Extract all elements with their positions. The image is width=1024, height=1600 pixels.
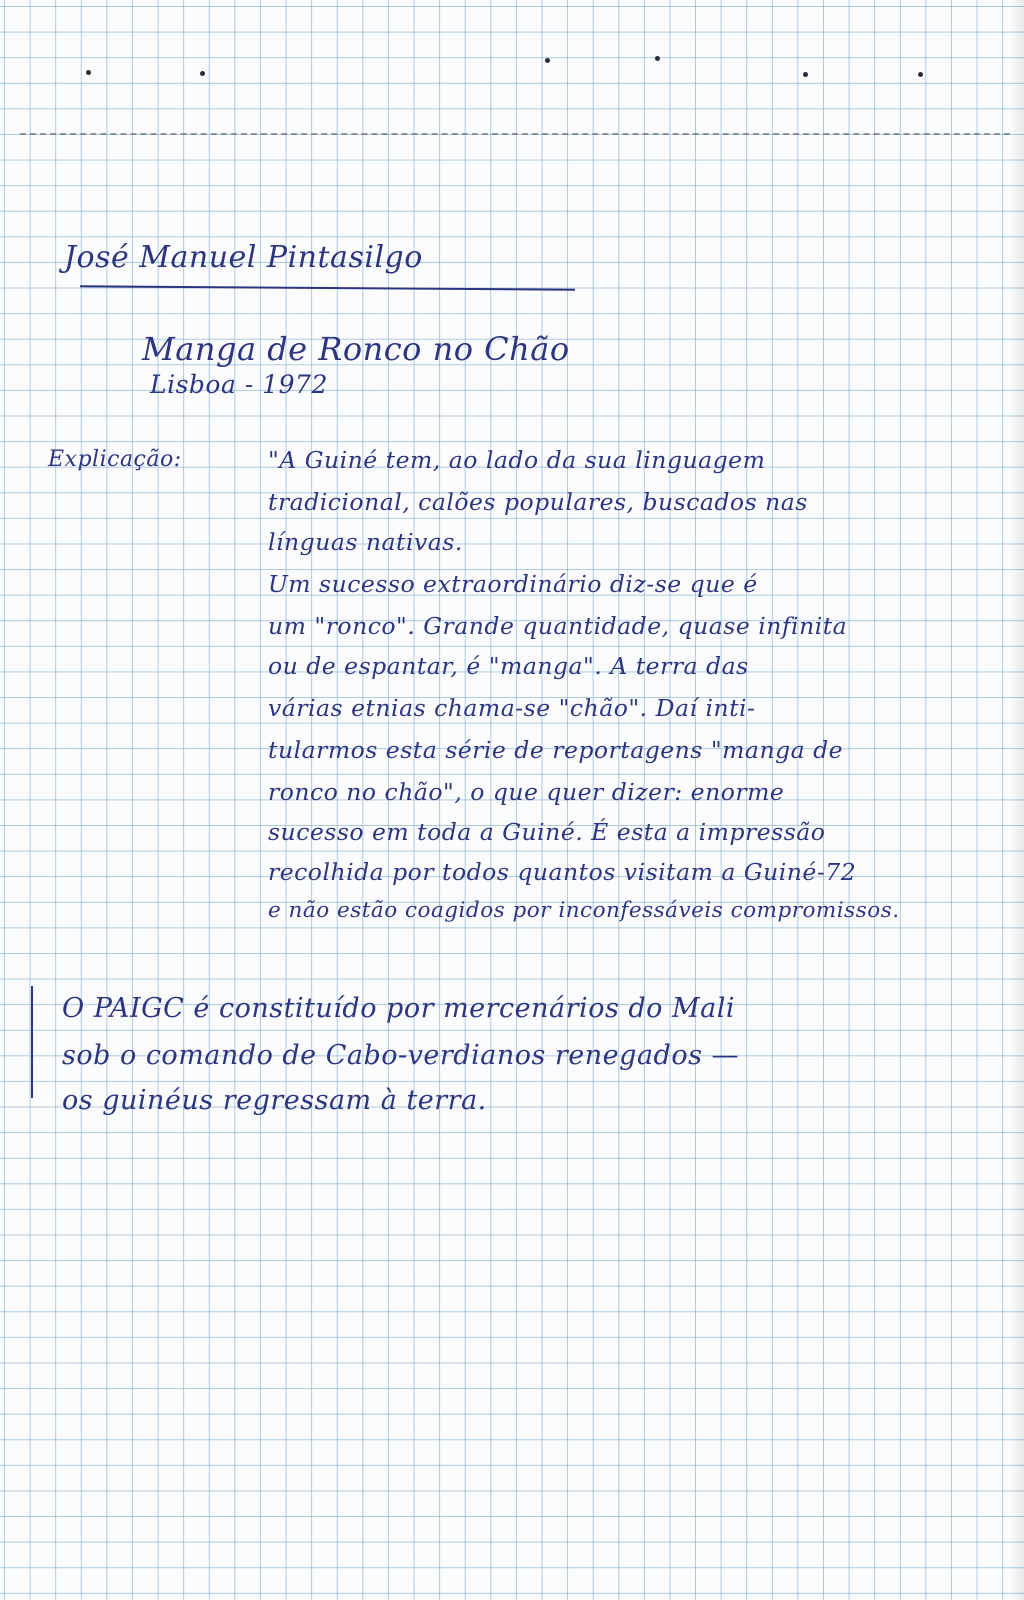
place-year: Lisboa - 1972: [150, 370, 328, 399]
punch-mark: [918, 72, 923, 77]
punch-mark: [803, 72, 808, 77]
perforation-line: [20, 133, 1010, 135]
explanation-line: tularmos esta série de reportagens "manga de: [268, 736, 844, 764]
punch-mark: [200, 71, 205, 76]
explanation-line: Um sucesso extraordinário diz-se que é: [268, 570, 758, 598]
author-name: José Manuel Pintasilgo: [64, 240, 423, 275]
explanation-line: ronco no chão", o que quer dizer: enorme: [268, 778, 785, 806]
article-title: Manga de Ronco no Chão: [142, 330, 570, 368]
explanation-line: "A Guiné tem, ao lado da sua linguagem: [268, 446, 766, 474]
explanation-line: tradicional, calões populares, buscados nas: [268, 488, 808, 516]
explanation-line: ou de espantar, é "manga". A terra das: [268, 652, 749, 680]
explanation-label: Explicação:: [48, 447, 182, 472]
punch-mark: [86, 70, 91, 75]
punch-mark: [545, 58, 550, 63]
page-edge-shadow: [1010, 0, 1024, 1600]
author-underline: [80, 285, 575, 290]
note-line: sob o comando de Cabo-verdianos renegados —: [62, 1040, 740, 1071]
explanation-line: várias etnias chama-se "chão". Daí inti-: [268, 694, 756, 722]
explanation-line: um "ronco". Grande quantidade, quase infinita: [268, 612, 848, 640]
note-line: os guinéus regressam à terra.: [62, 1085, 487, 1116]
margin-bar: [31, 986, 33, 1098]
explanation-line: sucesso em toda a Guiné. É esta a impressão: [268, 818, 826, 846]
punch-mark: [655, 56, 660, 61]
explanation-line: e não estão coagidos por inconfessáveis compromissos.: [268, 898, 900, 923]
explanation-line: línguas nativas.: [268, 528, 463, 556]
note-line: O PAIGC é constituído por mercenários do Mali: [62, 993, 736, 1024]
explanation-line: recolhida por todos quantos visitam a Guiné-72: [268, 858, 857, 886]
